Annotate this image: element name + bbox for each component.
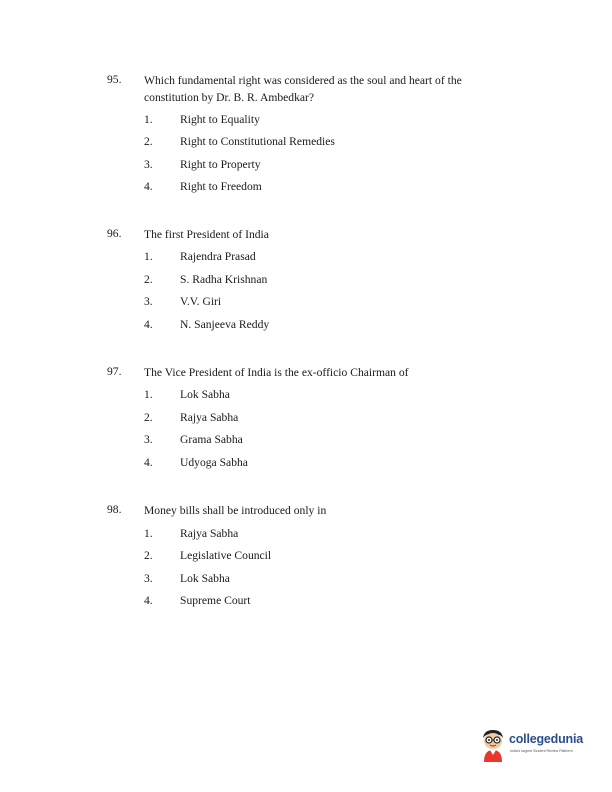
- option-text: Rajya Sabha: [180, 411, 239, 424]
- option-text: Right to Equality: [180, 113, 260, 126]
- question-text-line: constitution by Dr. B. R. Ambedkar?: [144, 91, 315, 104]
- option-number: 1.: [144, 388, 153, 401]
- option-number: 3.: [144, 433, 153, 446]
- option-number: 3.: [144, 572, 153, 585]
- option-text: Right to Property: [180, 158, 261, 171]
- logo-wordmark: collegedunia: [509, 732, 584, 746]
- option-text: Lok Sabha: [180, 388, 230, 401]
- option-number: 4.: [144, 318, 153, 331]
- collegedunia-logo: [479, 726, 597, 768]
- option-text: V.V. Giri: [180, 295, 222, 308]
- option-text: Lok Sabha: [180, 572, 230, 585]
- question-text: [144, 364, 534, 381]
- option-text: S. Radha Krishnan: [180, 273, 268, 286]
- question-number: 98.: [107, 503, 122, 516]
- option-number: 4.: [144, 594, 153, 607]
- logo-tagline: India's largest Student Review Platform: [510, 749, 573, 753]
- question-text: [144, 502, 534, 519]
- question-number: 95.: [107, 73, 122, 86]
- option-text: Supreme Court: [180, 594, 251, 607]
- option-text: Right to Constitutional Remedies: [180, 135, 335, 148]
- option-text: Legislative Council: [180, 549, 272, 562]
- question-text-line: Which fundamental right was considered as the soul and heart of the: [144, 74, 462, 87]
- mascot-icon: [479, 728, 507, 764]
- option-text: N. Sanjeeva Reddy: [180, 318, 270, 331]
- question-text-line: The first President of India: [144, 228, 269, 241]
- question-text: [144, 72, 534, 106]
- question-number: 96.: [107, 227, 122, 240]
- option-number: 1.: [144, 113, 153, 126]
- option-number: 2.: [144, 135, 153, 148]
- question-number: 97.: [107, 365, 122, 378]
- option-text: Grama Sabha: [180, 433, 243, 446]
- option-number: 2.: [144, 411, 153, 424]
- option-number: 2.: [144, 549, 153, 562]
- option-number: 4.: [144, 180, 153, 193]
- question-text: [144, 226, 534, 243]
- option-number: 3.: [144, 295, 153, 308]
- question-text-line: The Vice President of India is the ex-officio Chairman of: [144, 366, 409, 379]
- option-number: 1.: [144, 250, 153, 263]
- option-number: 4.: [144, 456, 153, 469]
- option-number: 2.: [144, 273, 153, 286]
- option-number: 1.: [144, 527, 153, 540]
- option-number: 3.: [144, 158, 153, 171]
- option-text: Udyoga Sabha: [180, 456, 248, 469]
- option-text: Right to Freedom: [180, 180, 262, 193]
- option-text: Rajya Sabha: [180, 527, 239, 540]
- question-text-line: Money bills shall be introduced only in: [144, 504, 327, 517]
- option-text: Rajendra Prasad: [180, 250, 256, 263]
